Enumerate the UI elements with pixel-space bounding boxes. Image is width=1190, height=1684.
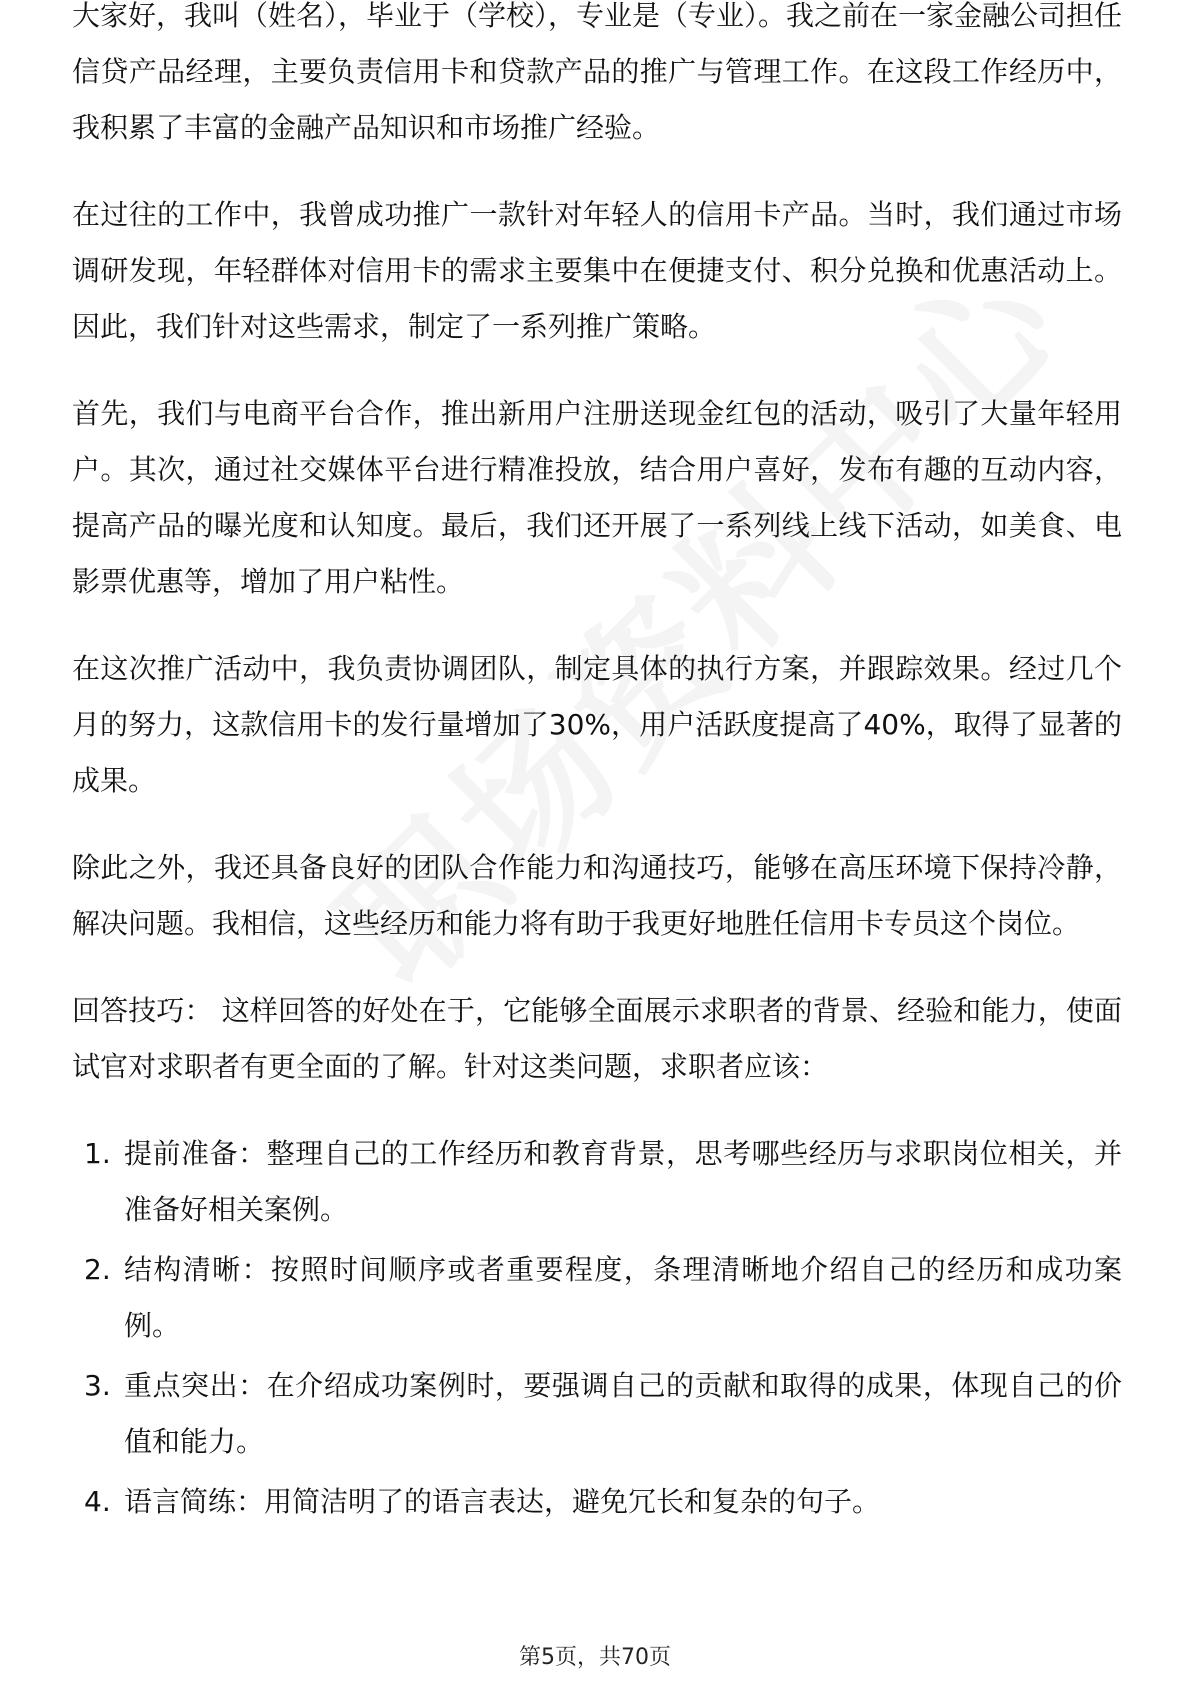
list-item [72, 1474, 1122, 1530]
tips-list [72, 1126, 1122, 1530]
paragraph-experience: 在过往的工作中，我曾成功推广一款针对年轻人的信用卡产品。当时，我们通过市场调研发现，年轻群体对信用卡的需求主要集中在便捷支付、积分兑换和优惠活动上。因此，我们针对这些需求，制定了一系列推广策略。 [72, 198, 1122, 343]
paragraph-skills: 除此之外，我还具备良好的团队合作能力和沟通技巧，能够在高压环境下保持冷静，解决问题。我相信，这些经历和能力将有助于我更好地胜任信用卡专员这个岗位。 [72, 851, 1122, 940]
document-body [72, 0, 1123, 1534]
list-number: 1. [84, 1137, 111, 1170]
list-item [72, 1358, 1122, 1470]
page-footer: 第5页，共70页 [519, 1645, 671, 1670]
paragraph-intro: 大家好，我叫（姓名），毕业于（学校），专业是（专业）。我之前在一家金融公司担任信贷产品经理，主要负责信用卡和贷款产品的推广与管理工作。在这段工作经历中，我积累了丰富的金融产品知识和市场推广经验。 [72, 0, 1123, 144]
list-text: 结构清晰：按照时间顺序或者重要程度，条理清晰地介绍自己的经历和成功案例。 [124, 1253, 1122, 1342]
list-item [72, 1242, 1122, 1354]
paragraph-strategy: 首先，我们与电商平台合作，推出新用户注册送现金红包的活动，吸引了大量年轻用户。其次，通过社交媒体平台进行精准投放，结合用户喜好，发布有趣的互动内容，提高产品的曝光度和认知度。最后，我们还开展了一系列线上线下活动，如美食、电影票优惠等，增加了用户粘性。 [72, 397, 1122, 598]
list-number: 4. [84, 1485, 111, 1518]
list-number: 3. [84, 1369, 111, 1402]
list-text: 重点突出：在介绍成功案例时，要强调自己的贡献和取得的成果，体现自己的价值和能力。 [124, 1369, 1122, 1458]
paragraph-results: 在这次推广活动中，我负责协调团队，制定具体的执行方案，并跟踪效果。经过几个月的努力，这款信用卡的发行量增加了30%，用户活跃度提高了40%，取得了显著的成果。 [72, 652, 1122, 797]
list-text: 语言简练：用简洁明了的语言表达，避免冗长和复杂的句子。 [124, 1485, 881, 1518]
list-number: 2. [84, 1253, 111, 1286]
paragraph-tips: 回答技巧： 这样回答的好处在于，它能够全面展示求职者的背景、经验和能力，使面试官对求职者有更全面的了解。针对这类问题，求职者应该： [72, 994, 1122, 1083]
list-item [72, 1126, 1122, 1238]
list-text: 提前准备：整理自己的工作经历和教育背景，思考哪些经历与求职岗位相关，并准备好相关案例。 [124, 1137, 1122, 1226]
